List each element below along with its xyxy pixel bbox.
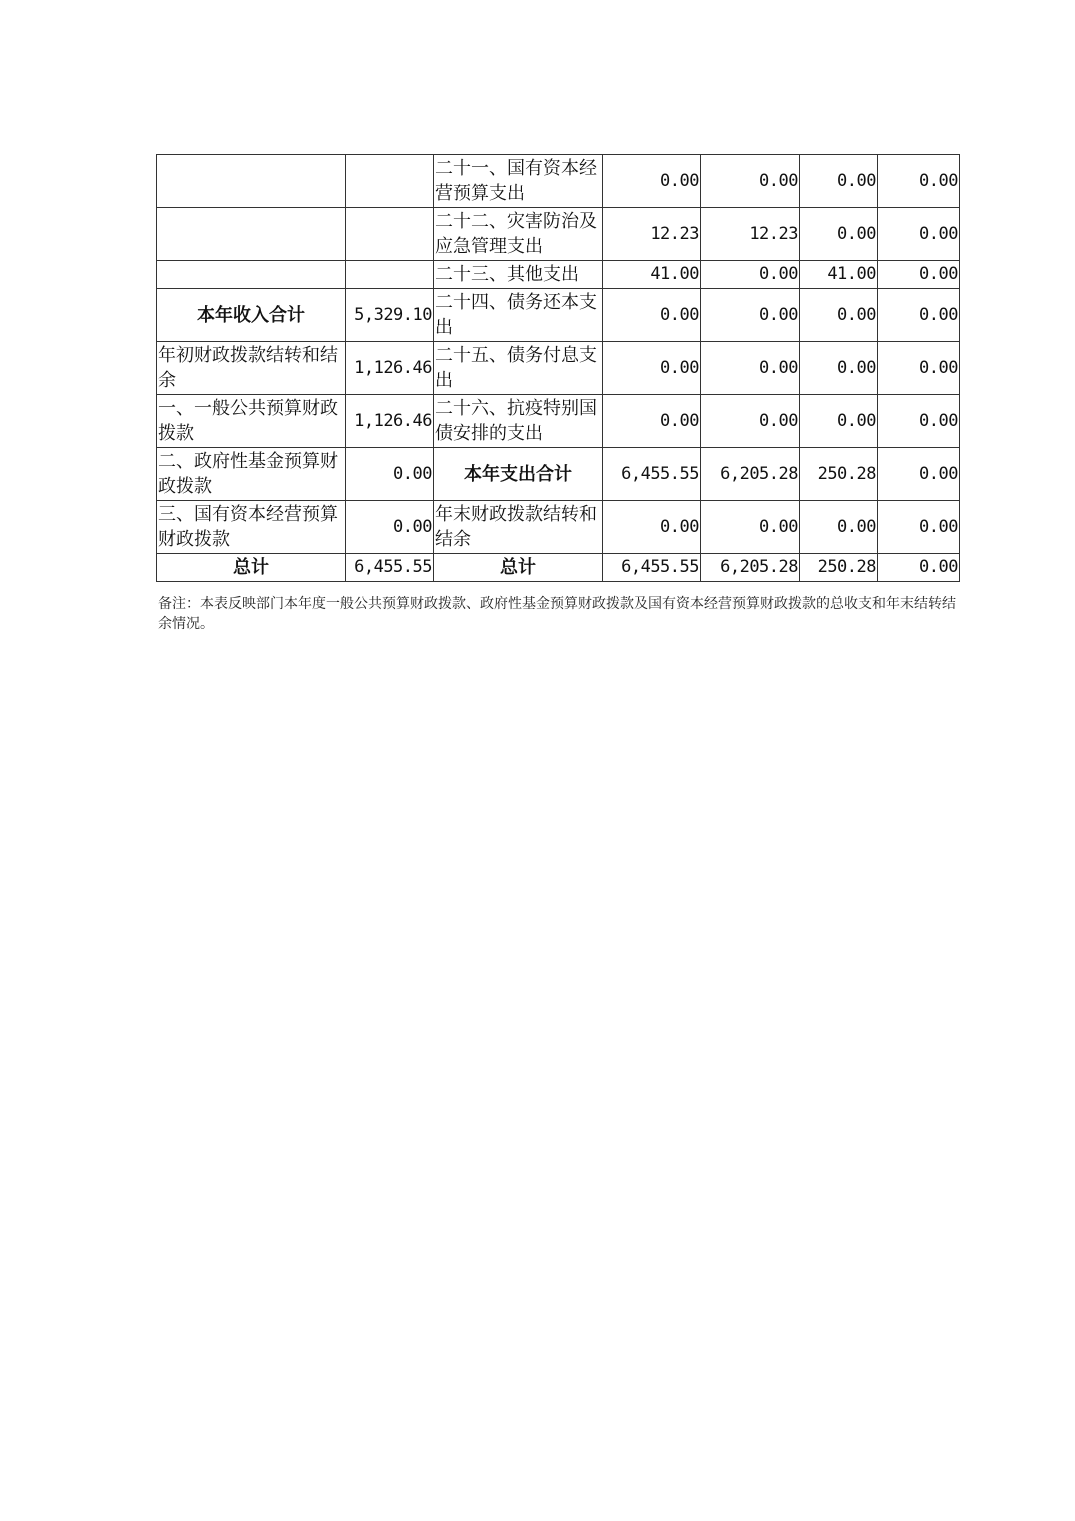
expense-government-fund: 0.00 bbox=[800, 289, 878, 342]
expense-state-capital: 0.00 bbox=[878, 342, 960, 395]
expense-general-budget: 0.00 bbox=[701, 289, 800, 342]
table-row bbox=[157, 395, 960, 448]
income-label bbox=[157, 155, 346, 208]
expense-general-budget: 0.00 bbox=[701, 342, 800, 395]
expense-general-budget: 0.00 bbox=[701, 501, 800, 554]
expense-total: 0.00 bbox=[603, 501, 701, 554]
table-row bbox=[157, 554, 960, 582]
expense-general-budget: 12.23 bbox=[701, 208, 800, 261]
income-amount: 0.00 bbox=[346, 448, 434, 501]
table-row bbox=[157, 261, 960, 289]
income-subtotal-label: 本年收入合计 bbox=[157, 289, 346, 342]
table-row bbox=[157, 155, 960, 208]
expense-government-fund: 41.00 bbox=[800, 261, 878, 289]
table-row bbox=[157, 501, 960, 554]
expense-total: 41.00 bbox=[603, 261, 701, 289]
income-amount: 5,329.10 bbox=[346, 289, 434, 342]
expense-general-budget: 0.00 bbox=[701, 155, 800, 208]
expense-government-fund: 0.00 bbox=[800, 395, 878, 448]
expense-general-budget: 0.00 bbox=[701, 395, 800, 448]
income-amount bbox=[346, 261, 434, 289]
expense-total: 0.00 bbox=[603, 395, 701, 448]
income-label: 二、政府性基金预算财政拨款 bbox=[157, 448, 346, 501]
income-label bbox=[157, 208, 346, 261]
income-amount: 0.00 bbox=[346, 501, 434, 554]
expense-total: 6,455.55 bbox=[603, 448, 701, 501]
expense-label: 年末财政拨款结转和结余 bbox=[434, 501, 603, 554]
table-row bbox=[157, 289, 960, 342]
expense-label: 二十二、灾害防治及应急管理支出 bbox=[434, 208, 603, 261]
expense-subtotal-label: 本年支出合计 bbox=[434, 448, 603, 501]
expense-general-budget: 0.00 bbox=[701, 261, 800, 289]
expense-general-budget: 6,205.28 bbox=[701, 554, 800, 582]
expense-state-capital: 0.00 bbox=[878, 261, 960, 289]
expense-total: 0.00 bbox=[603, 342, 701, 395]
expense-label: 二十一、国有资本经营预算支出 bbox=[434, 155, 603, 208]
expense-grand-total-label: 总计 bbox=[434, 554, 603, 582]
income-label: 三、国有资本经营预算财政拨款 bbox=[157, 501, 346, 554]
expense-state-capital: 0.00 bbox=[878, 448, 960, 501]
income-amount bbox=[346, 155, 434, 208]
budget-table bbox=[156, 154, 960, 582]
expense-state-capital: 0.00 bbox=[878, 155, 960, 208]
income-label: 一、一般公共预算财政拨款 bbox=[157, 395, 346, 448]
expense-state-capital: 0.00 bbox=[878, 289, 960, 342]
expense-state-capital: 0.00 bbox=[878, 395, 960, 448]
expense-label: 二十五、债务付息支出 bbox=[434, 342, 603, 395]
income-grand-total-label: 总计 bbox=[157, 554, 346, 582]
expense-total: 6,455.55 bbox=[603, 554, 701, 582]
expense-government-fund: 0.00 bbox=[800, 501, 878, 554]
table-row bbox=[157, 448, 960, 501]
expense-total: 0.00 bbox=[603, 155, 701, 208]
expense-government-fund: 250.28 bbox=[800, 448, 878, 501]
income-label bbox=[157, 261, 346, 289]
income-label: 年初财政拨款结转和结余 bbox=[157, 342, 346, 395]
income-amount: 1,126.46 bbox=[346, 395, 434, 448]
income-amount bbox=[346, 208, 434, 261]
income-amount: 1,126.46 bbox=[346, 342, 434, 395]
table-row bbox=[157, 342, 960, 395]
expense-total: 0.00 bbox=[603, 289, 701, 342]
expense-government-fund: 250.28 bbox=[800, 554, 878, 582]
expense-label: 二十四、债务还本支出 bbox=[434, 289, 603, 342]
expense-label: 二十三、其他支出 bbox=[434, 261, 603, 289]
expense-government-fund: 0.00 bbox=[800, 155, 878, 208]
table-footnote: 备注：本表反映部门本年度一般公共预算财政拨款、政府性基金预算财政拨款及国有资本经营预算财政拨款的总收支和年末结转结余情况。 bbox=[158, 596, 956, 632]
table-row bbox=[157, 208, 960, 261]
expense-state-capital: 0.00 bbox=[878, 554, 960, 582]
expense-label: 二十六、抗疫特别国债安排的支出 bbox=[434, 395, 603, 448]
expense-total: 12.23 bbox=[603, 208, 701, 261]
income-amount: 6,455.55 bbox=[346, 554, 434, 582]
expense-state-capital: 0.00 bbox=[878, 501, 960, 554]
expense-state-capital: 0.00 bbox=[878, 208, 960, 261]
expense-government-fund: 0.00 bbox=[800, 342, 878, 395]
expense-government-fund: 0.00 bbox=[800, 208, 878, 261]
expense-general-budget: 6,205.28 bbox=[701, 448, 800, 501]
